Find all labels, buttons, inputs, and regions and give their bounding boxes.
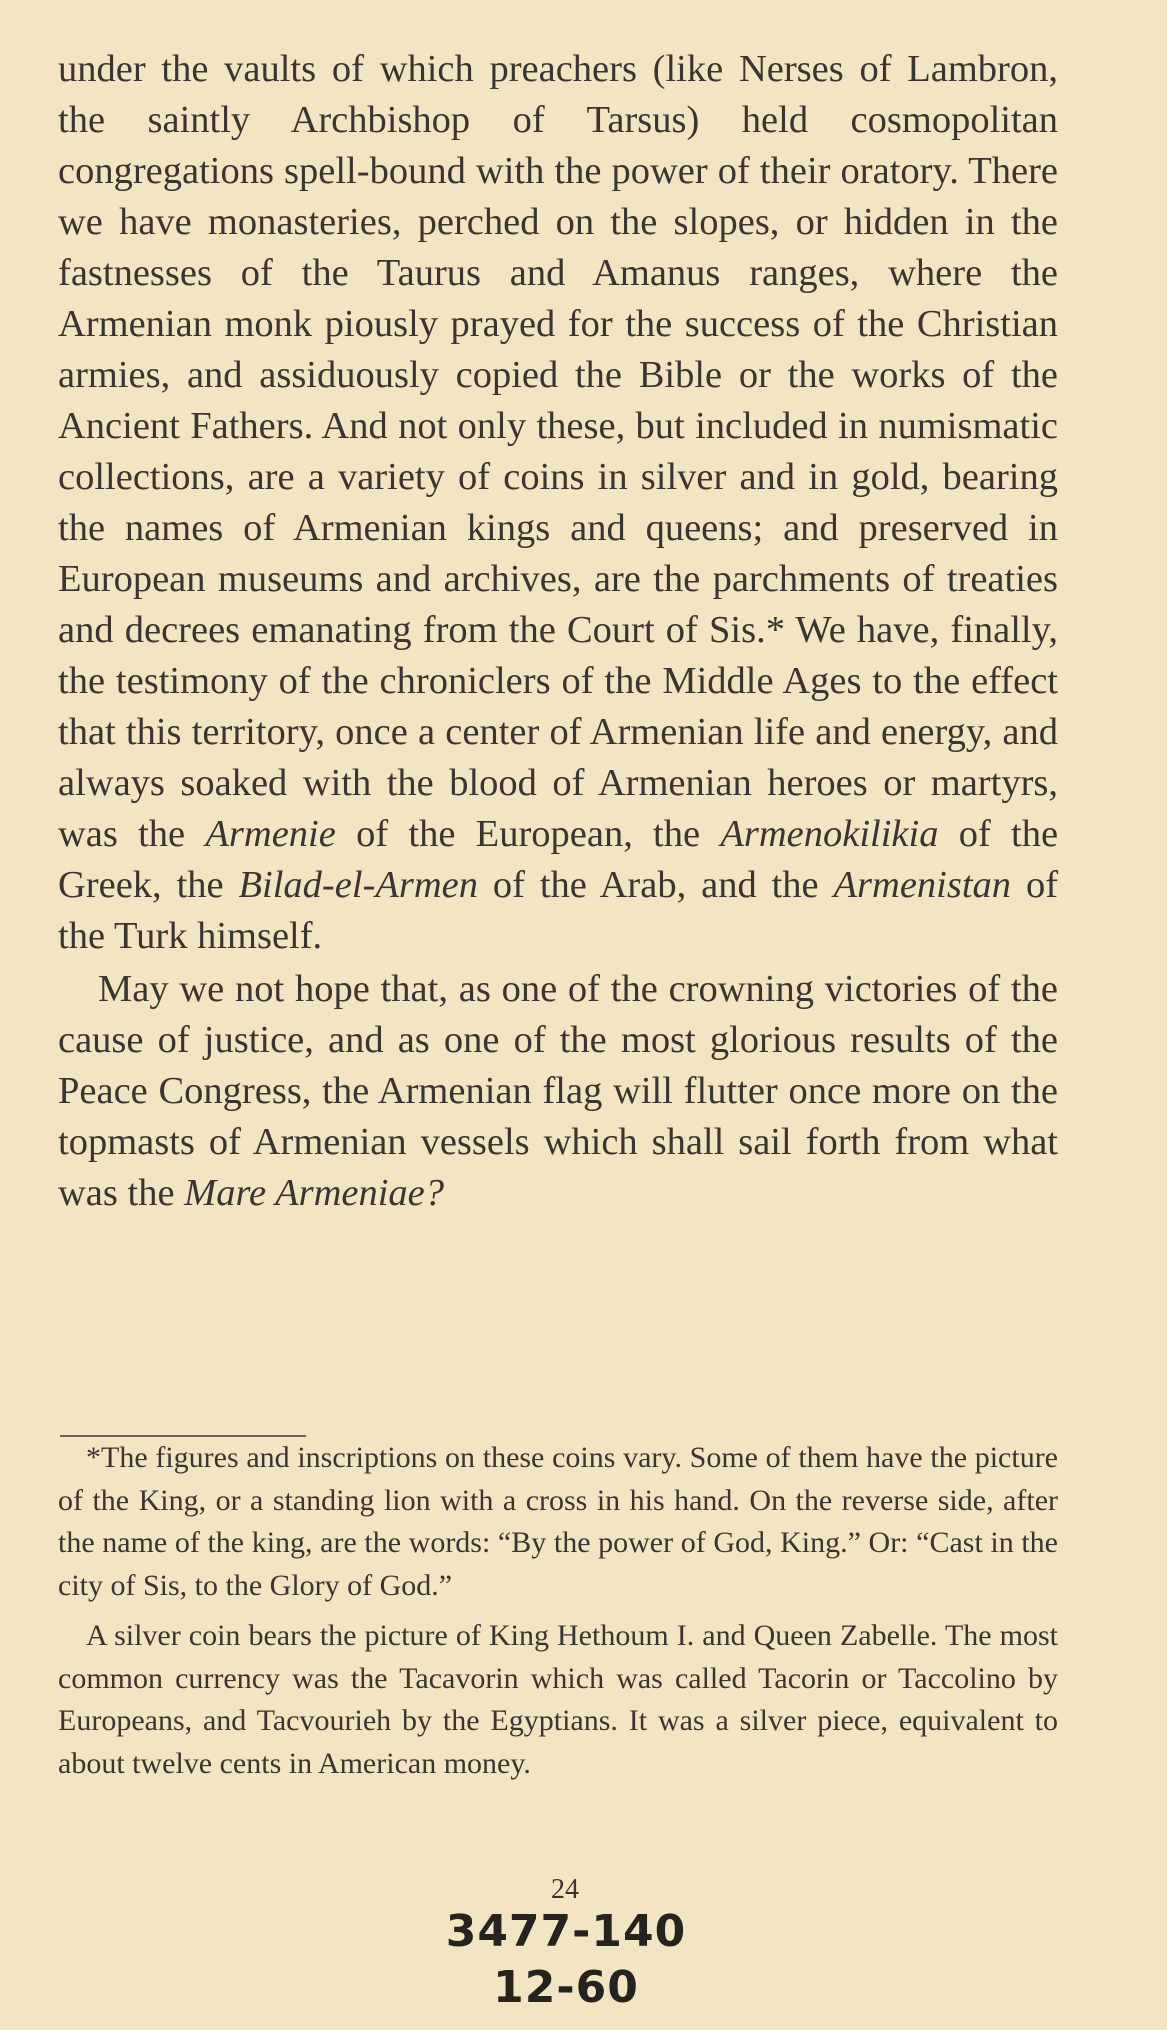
- term-armenie: Armenie: [205, 813, 336, 855]
- term-armenistan: Armenistan: [833, 864, 1012, 906]
- term-armenokilikia: Armenokilikia: [720, 813, 939, 855]
- paragraph-1-text-2: of the European, the: [356, 813, 701, 855]
- page-number: 24: [551, 1874, 579, 1905]
- paragraph-1: [58, 44, 1058, 962]
- paragraph-2: [58, 964, 1058, 1219]
- footnote-1: *The figures and inscriptions on these coins vary. Some of them have the picture of the King, or a standing lion with a cross in his hand. On the reverse side, after the name of the king, are the words: “By the power of God, King.” Or: “Cast in the city of Sis, to the Glory of God.”: [58, 1441, 1058, 1602]
- library-stamp-line-2: 12-60: [493, 1962, 639, 2013]
- paragraph-1-text-5: of the Turk himself.: [58, 864, 1059, 957]
- paragraph-1-text: under the vaults of which preachers (like Nerses of Lambron, the saintly Archbishop of Tarsus) held cosmopolitan congregations spell-bound with the power of their oratory. There we have monasteries, perched on the slopes, or hidden in the fastnesses of the Taurus and Amanus ranges, where the Armenian monk piously prayed for the success of the Christian armies, and assiduously copied the Bible or the works of the Ancient Fathers. And not only these, but included in numismatic collections, are a variety of coins in silver and in gold, bearing the names of Armenian kings and queens; and preserved in European museums and archives, are the parchments of treaties and decrees emanating from the Court of Sis.* We have, finally, the testimony of the chroniclers of the Middle Ages to the effect that this territory, once a center of Armenian life and energy, and always soaked with the blood of Armenian heroes or martyrs, was the: [58, 48, 1058, 855]
- footnotes: [58, 1437, 1058, 1785]
- library-stamp-line-1: 3477-140: [445, 1906, 687, 1957]
- paragraph-1-text-4: of the Arab, and the: [492, 864, 819, 906]
- footnote-2: A silver coin bears the picture of King Hethoum I. and Queen Zabelle. The most common currency was the Tacavorin which was called Tacorin or Taccolino by Europeans, and Tacvourieh by the Egyptians. It was a silver piece, equivalent to about twelve cents in American money.: [58, 1619, 1058, 1780]
- paragraph-2-text: May we not hope that, as one of the crowning victories of the cause of justice, and as one of the most glorious results of the Peace Congress, the Armenian flag will flutter once more on the topmasts of Armenian vessels which shall sail forth from what was the: [58, 968, 1058, 1214]
- paragraph-1-text-3: of the Greek, the: [58, 813, 1059, 906]
- main-text: [58, 44, 1058, 1219]
- term-mare-armeniae: Mare Armeniae?: [184, 1172, 444, 1214]
- term-bilad-el-armen: Bilad-el-Armen: [238, 864, 478, 906]
